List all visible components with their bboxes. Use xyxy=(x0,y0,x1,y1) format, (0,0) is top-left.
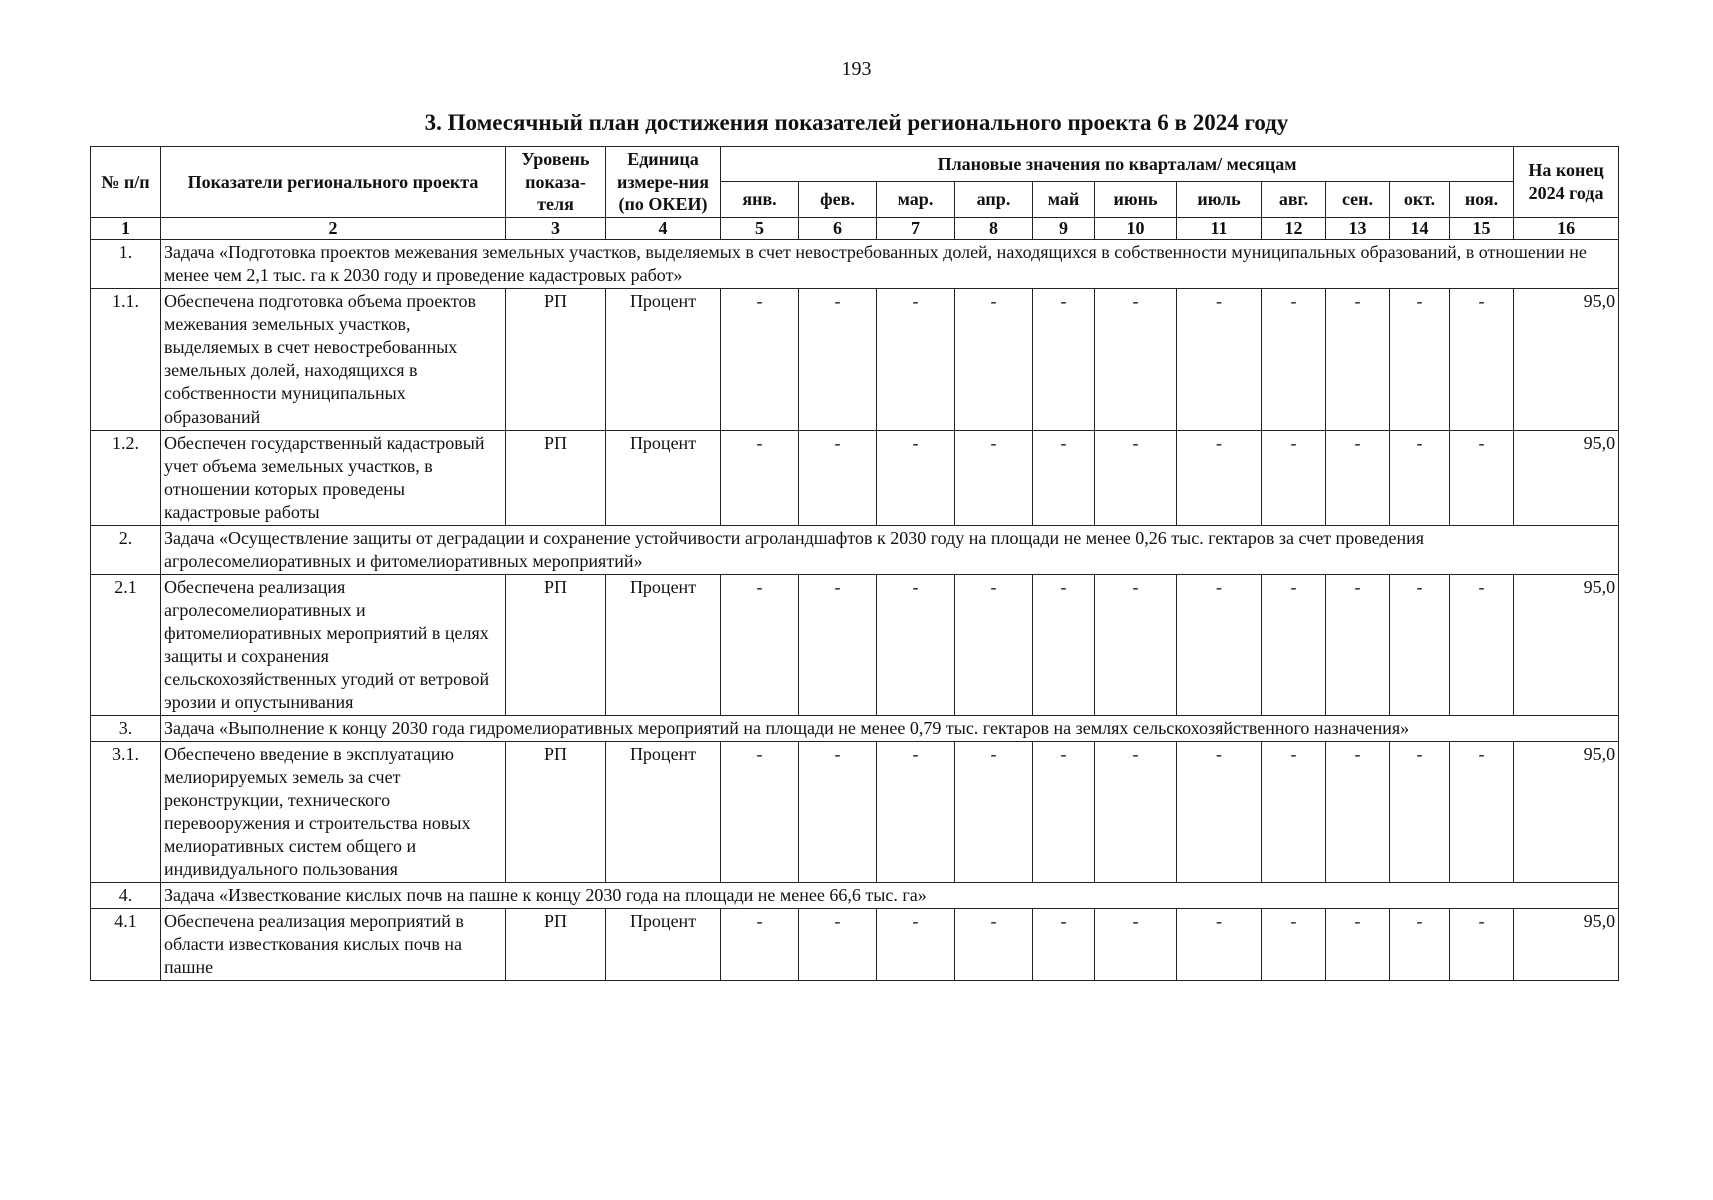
monthly-value: - xyxy=(1033,289,1095,430)
row-number: 2.1 xyxy=(91,574,161,715)
indicator-row xyxy=(91,289,1619,430)
indicator-name: Обеспечен государственный кадастровый учет объема земельных участков, в отношении которых проведены кадастровые работы xyxy=(161,430,506,525)
monthly-value: - xyxy=(799,289,877,430)
monthly-value: - xyxy=(1033,909,1095,981)
monthly-value: - xyxy=(1390,909,1450,981)
monthly-value: - xyxy=(799,430,877,525)
header-unit: Единица измере-ния (по ОКЕИ) xyxy=(606,147,721,218)
indicator-name: Обеспечена реализация агролесомелиоративных и фитомелиоративных мероприятий в целях защиты и сохранения сельскохозяйственных угодий от ветровой эрозии и опустынивания xyxy=(161,574,506,715)
monthly-value: - xyxy=(1095,289,1177,430)
monthly-value: - xyxy=(799,909,877,981)
monthly-value: - xyxy=(877,430,955,525)
header-month: янв. xyxy=(721,182,799,217)
column-number: 1 xyxy=(91,217,161,240)
indicator-unit: Процент xyxy=(606,289,721,430)
indicator-level: РП xyxy=(506,430,606,525)
header-row-top xyxy=(91,147,1619,182)
monthly-value: - xyxy=(721,289,799,430)
monthly-value: - xyxy=(721,430,799,525)
monthly-value: - xyxy=(1095,430,1177,525)
monthly-value: - xyxy=(1177,741,1262,882)
column-number: 8 xyxy=(955,217,1033,240)
indicator-level: РП xyxy=(506,909,606,981)
monthly-value: - xyxy=(1390,741,1450,882)
column-number: 7 xyxy=(877,217,955,240)
row-number: 4.1 xyxy=(91,909,161,981)
indicator-level: РП xyxy=(506,289,606,430)
monthly-value: - xyxy=(877,574,955,715)
monthly-value: - xyxy=(1262,909,1326,981)
end-of-year-value: 95,0 xyxy=(1514,741,1619,882)
column-numbers-row xyxy=(91,217,1619,240)
column-number: 14 xyxy=(1390,217,1450,240)
monthly-value: - xyxy=(1262,430,1326,525)
row-number: 1.2. xyxy=(91,430,161,525)
monthly-value: - xyxy=(1326,574,1390,715)
header-month: мар. xyxy=(877,182,955,217)
column-number: 5 xyxy=(721,217,799,240)
column-number: 16 xyxy=(1514,217,1619,240)
indicator-name: Обеспечено введение в эксплуатацию мелиорируемых земель за счет реконструкции, технического перевооружения и строительства новых мелиоративных систем общего и индивидуального пользования xyxy=(161,741,506,882)
monthly-value: - xyxy=(877,741,955,882)
column-number: 3 xyxy=(506,217,606,240)
monthly-value: - xyxy=(721,574,799,715)
monthly-value: - xyxy=(1033,741,1095,882)
task-text: Задача «Известкование кислых почв на пашне к концу 2030 года на площади не менее 66,6 тыс. га» xyxy=(161,883,1619,909)
header-end-of-year: На конец 2024 года xyxy=(1514,147,1619,218)
column-number: 4 xyxy=(606,217,721,240)
monthly-value: - xyxy=(721,909,799,981)
monthly-value: - xyxy=(1033,430,1095,525)
page-title: 3. Помесячный план достижения показателей регионального проекта 6 в 2024 году xyxy=(424,110,1289,135)
monthly-value: - xyxy=(1390,430,1450,525)
monthly-value: - xyxy=(955,430,1033,525)
monthly-value: - xyxy=(1450,741,1514,882)
monthly-value: - xyxy=(1177,574,1262,715)
indicator-row xyxy=(91,741,1619,882)
indicator-row xyxy=(91,909,1619,981)
end-of-year-value: 95,0 xyxy=(1514,909,1619,981)
indicator-unit: Процент xyxy=(606,909,721,981)
task-row xyxy=(91,240,1619,289)
task-row xyxy=(91,883,1619,909)
monthly-value: - xyxy=(1450,430,1514,525)
column-number: 12 xyxy=(1262,217,1326,240)
header-month: фев. xyxy=(799,182,877,217)
end-of-year-value: 95,0 xyxy=(1514,430,1619,525)
header-planned-values: Плановые значения по кварталам/ месяцам xyxy=(721,147,1514,182)
column-number: 9 xyxy=(1033,217,1095,240)
row-number: 2. xyxy=(91,525,161,574)
column-number: 11 xyxy=(1177,217,1262,240)
row-number: 1. xyxy=(91,240,161,289)
monthly-value: - xyxy=(877,289,955,430)
header-month: окт. xyxy=(1390,182,1450,217)
row-number: 3.1. xyxy=(91,741,161,882)
monthly-value: - xyxy=(1326,909,1390,981)
task-text: Задача «Выполнение к концу 2030 года гидромелиоративных мероприятий на площади не менее 0,79 тыс. гектаров на землях сельскохозяйственного назначения» xyxy=(161,715,1619,741)
task-text: Задача «Осуществление защиты от деградации и сохранение устойчивости агроландшафтов к 2030 году на площади не менее 0,26 тыс. гектаров за счет проведения агролесомелиоративных и фитомелиоративных мероприятий» xyxy=(161,525,1619,574)
indicator-unit: Процент xyxy=(606,574,721,715)
column-number: 13 xyxy=(1326,217,1390,240)
monthly-value: - xyxy=(955,289,1033,430)
monthly-value: - xyxy=(1326,430,1390,525)
header-month: апр. xyxy=(955,182,1033,217)
monthly-value: - xyxy=(1177,289,1262,430)
monthly-value: - xyxy=(1390,289,1450,430)
indicator-level: РП xyxy=(506,574,606,715)
monthly-value: - xyxy=(1450,909,1514,981)
monthly-value: - xyxy=(1262,741,1326,882)
header-month: сен. xyxy=(1326,182,1390,217)
column-number: 6 xyxy=(799,217,877,240)
task-row xyxy=(91,525,1619,574)
monthly-value: - xyxy=(955,741,1033,882)
monthly-value: - xyxy=(1262,289,1326,430)
monthly-value: - xyxy=(1326,741,1390,882)
row-number: 1.1. xyxy=(91,289,161,430)
header-level: Уровень показа-теля xyxy=(506,147,606,218)
header-month: ноя. xyxy=(1450,182,1514,217)
indicator-name: Обеспечена подготовка объема проектов межевания земельных участков, выделяемых в счет невостребованных земельных долей, находящихся в собственности муниципальных образований xyxy=(161,289,506,430)
monthly-value: - xyxy=(1095,909,1177,981)
monthly-value: - xyxy=(1177,430,1262,525)
monthly-value: - xyxy=(1390,574,1450,715)
indicator-level: РП xyxy=(506,741,606,882)
monthly-value: - xyxy=(955,909,1033,981)
header-indicator: Показатели регионального проекта xyxy=(161,147,506,218)
column-number: 15 xyxy=(1450,217,1514,240)
column-number: 2 xyxy=(161,217,506,240)
monthly-value: - xyxy=(1177,909,1262,981)
indicators-table xyxy=(90,146,1619,981)
row-number: 4. xyxy=(91,883,161,909)
end-of-year-value: 95,0 xyxy=(1514,574,1619,715)
monthly-value: - xyxy=(1095,574,1177,715)
header-no: № п/п xyxy=(91,147,161,218)
monthly-value: - xyxy=(1262,574,1326,715)
task-text: Задача «Подготовка проектов межевания земельных участков, выделяемых в счет невостребованных долей, находящихся в собственности муниципальных образований, в отношении не менее чем 2,1 тыс. га к 2030 году и проведение кадастровых работ» xyxy=(161,240,1619,289)
header-month: июль xyxy=(1177,182,1262,217)
monthly-value: - xyxy=(1326,289,1390,430)
monthly-value: - xyxy=(1095,741,1177,882)
monthly-value: - xyxy=(1033,574,1095,715)
monthly-value: - xyxy=(799,741,877,882)
header-month: авг. xyxy=(1262,182,1326,217)
indicator-row xyxy=(91,574,1619,715)
page-number: 193 xyxy=(841,58,872,80)
monthly-value: - xyxy=(1450,289,1514,430)
indicator-name: Обеспечена реализация мероприятий в области известкования кислых почв на пашне xyxy=(161,909,506,981)
header-month: июнь xyxy=(1095,182,1177,217)
table-body xyxy=(91,240,1619,981)
column-number: 10 xyxy=(1095,217,1177,240)
row-number: 3. xyxy=(91,715,161,741)
monthly-value: - xyxy=(799,574,877,715)
monthly-value: - xyxy=(955,574,1033,715)
monthly-value: - xyxy=(877,909,955,981)
monthly-value: - xyxy=(1450,574,1514,715)
indicator-unit: Процент xyxy=(606,741,721,882)
end-of-year-value: 95,0 xyxy=(1514,289,1619,430)
monthly-value: - xyxy=(721,741,799,882)
indicator-unit: Процент xyxy=(606,430,721,525)
indicator-row xyxy=(91,430,1619,525)
header-month: май xyxy=(1033,182,1095,217)
task-row xyxy=(91,715,1619,741)
